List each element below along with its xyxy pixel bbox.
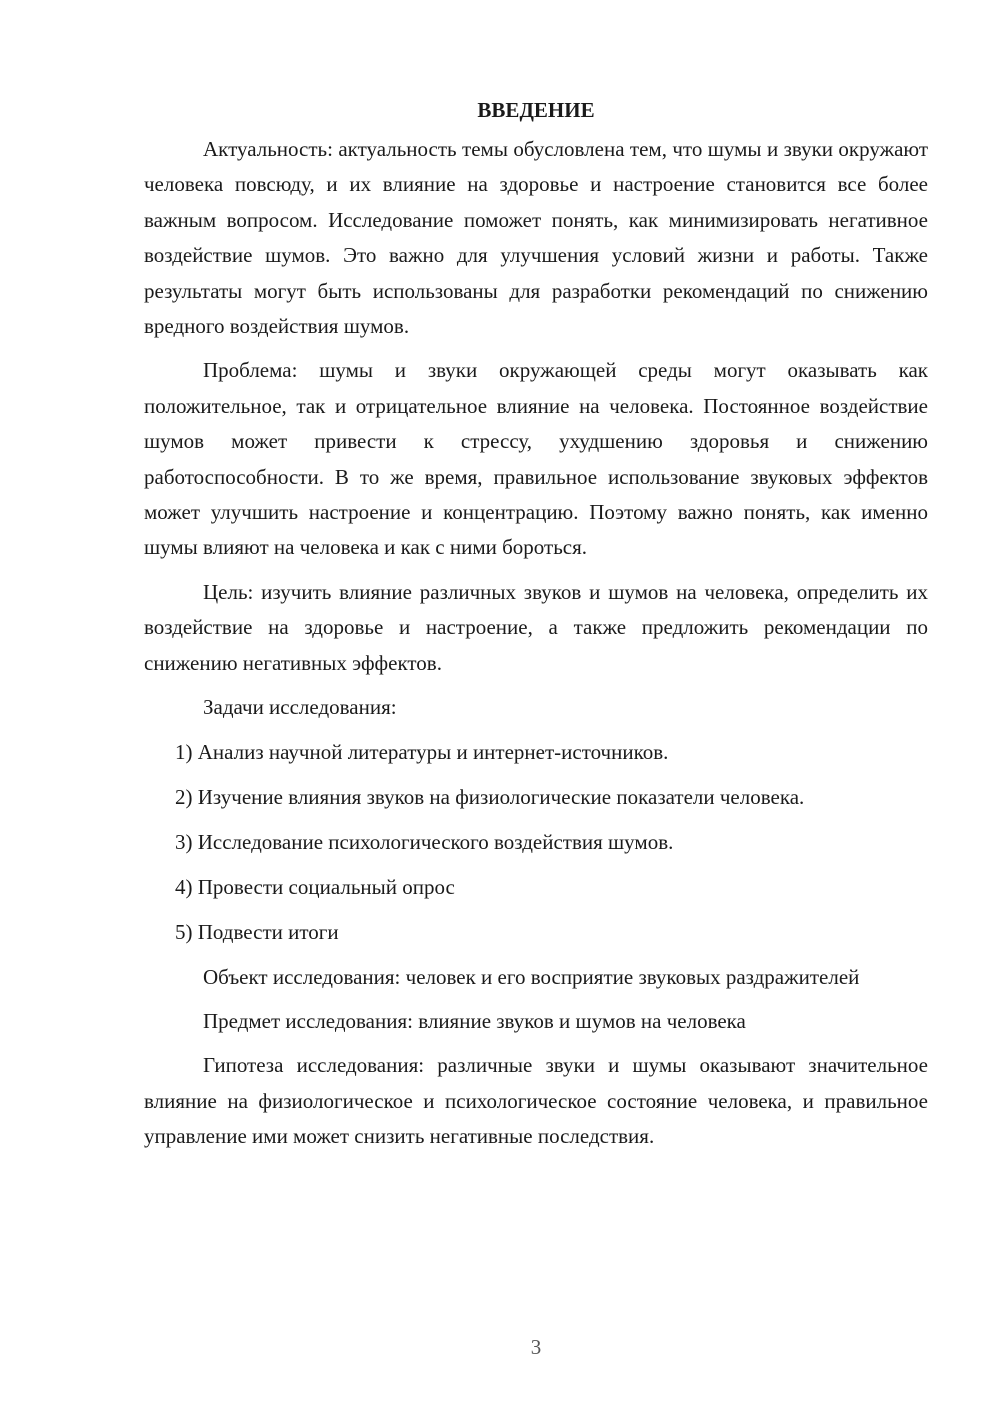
section-heading: ВВЕДЕНИЕ [477, 98, 595, 122]
relevance-paragraph: Актуальность: актуальность темы обусловлена тем, что шумы и звуки окружают человека повсюду, и их влияние на здоровье и настроение становится все более важным вопросом. Исследование поможет понять, как минимизировать негативное воздействие шумов. Это важно для улучшения условий жизни и работы. Также результаты могут быть использованы для разработки рекомендаций по снижению вредного воздействия шумов. [144, 137, 928, 339]
list-item: 3) Исследование психологического воздействия шумов. [175, 829, 674, 854]
tasks-list [144, 735, 928, 950]
subject-paragraph: Предмет исследования: влияние звуков и шумов на человека [203, 1008, 746, 1033]
list-item: 5) Подвести итоги [175, 919, 339, 944]
object-paragraph: Объект исследования: человек и его восприятие звуковых раздражителей [203, 964, 860, 989]
page-content [144, 95, 928, 1164]
problem-paragraph: Проблема: шумы и звуки окружающей среды могут оказывать как положительное, так и отрицательное влияние на человека. Постоянное воздействие шумов может привести к стрессу, ухудшению здоровья и снижению работоспособности. В то же время, правильное использование звуковых эффектов может улучшить настроение и концентрацию. Поэтому важно понять, как именно шумы влияют на человека и как с ними бороться. [144, 358, 928, 560]
tasks-title: Задачи исследования: [203, 695, 397, 720]
list-item: 1) Анализ научной литературы и интернет-источников. [175, 739, 669, 764]
goal-paragraph: Цель: изучить влияние различных звуков и шумов на человека, определить их воздействие на здоровье и настроение, а также предложить рекомендации по снижению негативных эффектов. [144, 579, 928, 675]
hypothesis-paragraph: Гипотеза исследования: различные звуки и шумы оказывают значительное влияние на физиологическое и психологическое состояние человека, и правильное управление ими может снизить негативные последствия. [144, 1053, 928, 1149]
list-item: 2) Изучение влияния звуков на физиологические показатели человека. [175, 784, 805, 809]
list-item: 4) Провести социальный опрос [175, 874, 455, 899]
page-number: 3 [530, 1335, 542, 1359]
